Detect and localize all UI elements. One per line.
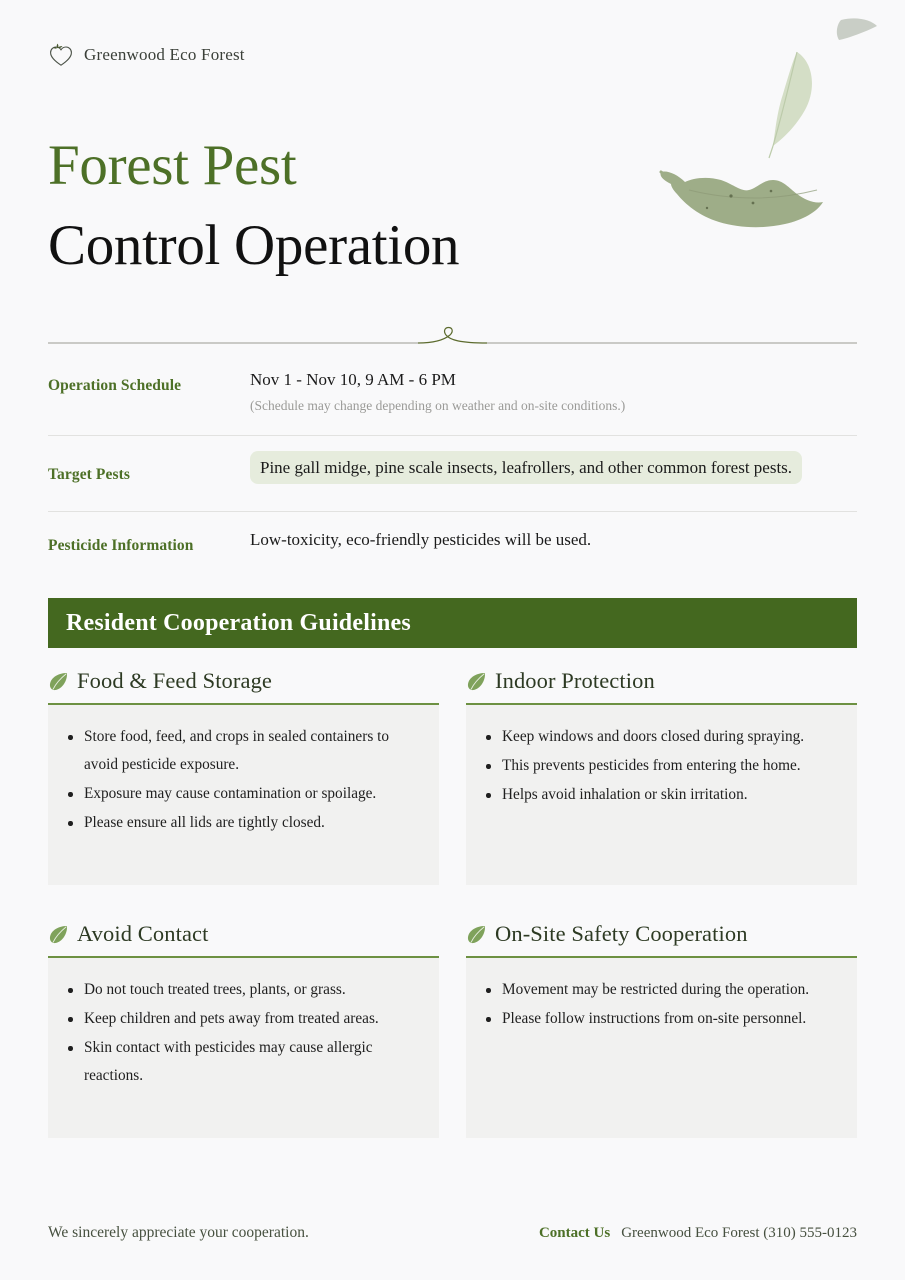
contact-details: Greenwood Eco Forest (310) 555-0123	[621, 1225, 857, 1241]
table-row	[48, 512, 857, 584]
pesticide-value: Low-toxicity, eco-friendly pesticides will be used.	[250, 530, 592, 549]
card-header	[48, 921, 439, 958]
guideline-card-indoor-protection	[466, 668, 857, 885]
leaf-icon	[48, 671, 69, 692]
list-item: Movement may be restricted during the operation.	[480, 976, 841, 1004]
list-item: Store food, feed, and crops in sealed containers to avoid pesticide exposure.	[62, 723, 423, 779]
leaf-icon	[48, 924, 69, 945]
card-title: On-Site Safety Cooperation	[495, 921, 748, 946]
card-list	[62, 976, 423, 1090]
footer-note: We sincerely appreciate your cooperation.	[48, 1224, 309, 1241]
footer	[48, 1224, 857, 1242]
info-label-schedule: Operation Schedule	[48, 377, 182, 394]
schedule-note: (Schedule may change depending on weather and on-site conditions.)	[250, 398, 626, 413]
brand	[48, 42, 245, 68]
list-item: Helps avoid inhalation or skin irritation.	[480, 781, 841, 809]
card-header	[466, 668, 857, 705]
info-label-pesticide: Pesticide Information	[48, 537, 194, 554]
card-body	[48, 958, 439, 1138]
list-item: Keep children and pets away from treated areas.	[62, 1005, 423, 1033]
card-title: Avoid Contact	[77, 921, 209, 946]
heart-leaf-logo-icon	[48, 42, 74, 68]
footer-contact	[539, 1225, 857, 1242]
info-label-target-pests: Target Pests	[48, 466, 130, 483]
leaf-icon	[466, 671, 487, 692]
section-banner-title: Resident Cooperation Guidelines	[66, 609, 411, 636]
table-row	[48, 436, 857, 512]
page-title-line-1: Forest Pest	[48, 134, 297, 197]
card-list	[62, 723, 423, 837]
guideline-card-avoid-contact	[48, 921, 439, 1138]
list-item: Skin contact with pesticides may cause allergic reactions.	[62, 1034, 423, 1090]
card-header	[48, 668, 439, 705]
target-pests-value: Pine gall midge, pine scale insects, leafrollers, and other common forest pests.	[250, 451, 802, 484]
guideline-cards-grid	[48, 668, 857, 1138]
section-banner	[48, 598, 857, 648]
card-title: Food & Feed Storage	[77, 668, 273, 693]
table-row	[48, 352, 857, 436]
card-body	[48, 705, 439, 885]
list-item: Keep windows and doors closed during spraying.	[480, 723, 841, 751]
card-list	[480, 976, 841, 1033]
falling-leaves-illustration	[645, 0, 905, 330]
list-item: This prevents pesticides from entering the home.	[480, 752, 841, 780]
contact-us-label: Contact Us	[538, 1225, 611, 1241]
card-body	[466, 705, 857, 885]
list-item: Please ensure all lids are tightly closed.	[62, 809, 423, 837]
guideline-card-food-feed-storage	[48, 668, 439, 885]
page-title-line-2: Control Operation	[48, 214, 460, 277]
card-header	[466, 921, 857, 958]
brand-name: Greenwood Eco Forest	[84, 45, 245, 64]
info-value-schedule	[250, 366, 857, 417]
operation-info-table	[48, 352, 857, 584]
list-item: Do not touch treated trees, plants, or grass.	[62, 976, 423, 1004]
leaf-icon	[466, 924, 487, 945]
card-body	[466, 958, 857, 1138]
guideline-card-on-site-safety-cooperation	[466, 921, 857, 1138]
card-list	[480, 723, 841, 809]
schedule-value: Nov 1 - Nov 10, 9 AM - 6 PM	[250, 370, 456, 389]
card-title: Indoor Protection	[495, 668, 655, 693]
list-item: Please follow instructions from on-site personnel.	[480, 1005, 841, 1033]
list-item: Exposure may cause contamination or spoilage.	[62, 780, 423, 808]
loop-ornament-divider	[48, 326, 857, 350]
info-value-pesticide	[250, 526, 857, 553]
page-title	[48, 126, 459, 286]
info-value-target-pests	[250, 450, 857, 481]
